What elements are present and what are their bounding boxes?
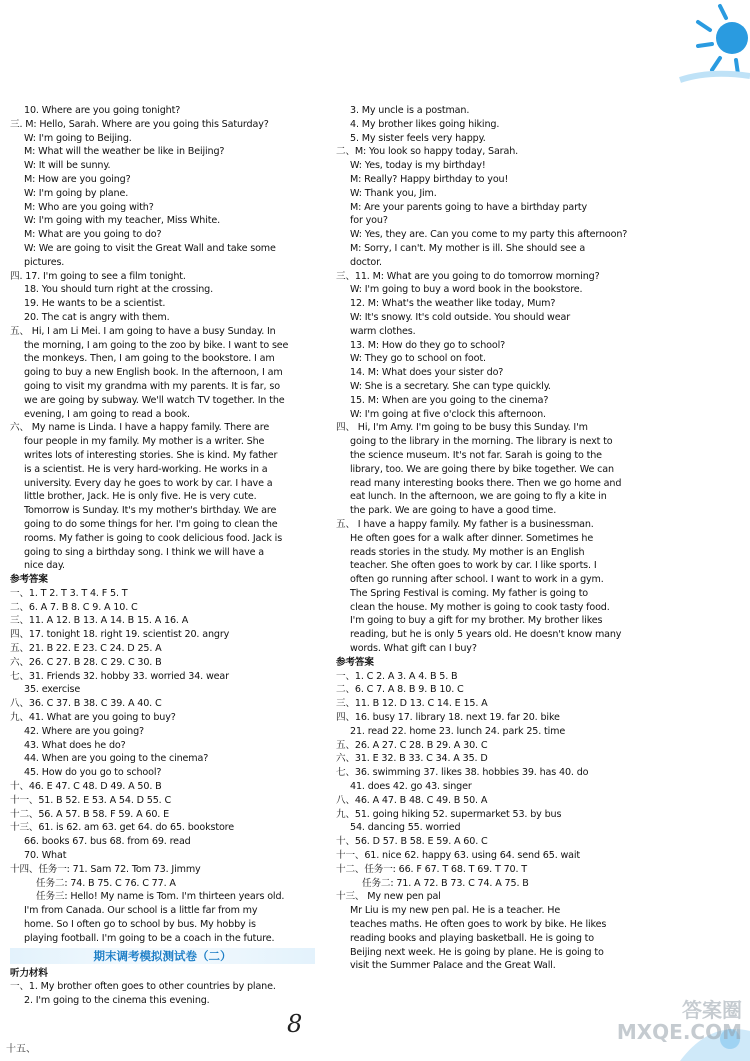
text-line: 五、26. A 27. C 28. B 29. A 30. C (336, 739, 488, 751)
text-line: the park. We are going to have a good time. (350, 505, 557, 517)
text-line: 66. books 67. bus 68. from 69. read (24, 836, 191, 848)
text-line: writes lots of interesting stories. She is kind. My father (24, 449, 278, 461)
text-line: 十三、 My new pen pal (336, 891, 441, 903)
text-line: W: They go to school on foot. (350, 353, 486, 365)
section-marker: 十五、 (6, 1044, 36, 1055)
text-line: the monkeys. Then, I am going to the bookstore. I am (24, 353, 275, 365)
text-line: eat lunch. In the afternoon, we are going to fly a kite in (350, 491, 607, 503)
text-line: 二、M: You look so happy today, Sarah. (336, 146, 519, 158)
text-line: the morning, I am going to the zoo by bike. I want to see (24, 339, 289, 351)
text-line: 21. read 22. home 23. lunch 24. park 25. time (350, 725, 566, 737)
text-line: 四. 17. I'm going to see a film tonight. (10, 270, 186, 282)
text-line: 二、6. C 7. A 8. B 9. B 10. C (336, 684, 464, 696)
text-line: W: It will be sunny. (24, 160, 111, 172)
text-line: 5. My sister feels very happy. (350, 132, 486, 144)
text-line: 听力材料 (10, 967, 48, 979)
text-line: teacher. She often goes to work by car. I like sports. I (350, 560, 597, 572)
text-line: 18. You should turn right at the crossing. (24, 284, 214, 296)
text-line: 三、11. B 12. D 13. C 14. E 15. A (336, 698, 488, 710)
text-line: M: Who are you going with? (24, 201, 154, 213)
text-line: 十二、任务一: 66. F 67. T 68. T 69. T 70. T (336, 863, 527, 875)
text-line: 参考答案 (336, 656, 374, 668)
text-line: Tomorrow is Sunday. It's my mother's birthday. We are (24, 505, 277, 517)
text-line: reading, but he is only 5 years old. He doesn't know many (350, 629, 622, 641)
text-line: 12. M: What's the weather like today, Mum? (350, 298, 556, 310)
text-line: nice day. (24, 560, 65, 572)
text-line: four people in my family. My mother is a writer. She (24, 436, 265, 448)
text-line: 43. What does he do? (24, 739, 126, 751)
text-line: M: How are you going? (24, 173, 131, 185)
text-line: 六、31. E 32. B 33. C 34. A 35. D (336, 753, 488, 765)
text-line: 14. M: What does your sister do? (350, 367, 504, 379)
text-line: 10. Where are you going tonight? (24, 105, 181, 116)
text-line: M: Are your parents going to have a birthday party (350, 201, 588, 213)
text-line: teaches maths. He often goes to work by bike. He likes (350, 919, 607, 931)
text-line: M: Sorry, I can't. My mother is ill. She should see a (350, 242, 586, 254)
text-line: W: It's snowy. It's cold outside. You should wear (350, 311, 571, 323)
text-line: 42. Where are you going? (24, 725, 144, 737)
text-line: Beijing next week. He is going by plane. He is going to (350, 946, 604, 958)
text-line: 任务三: Hello! My name is Tom. I'm thirteen years old. (36, 891, 285, 903)
text-line: 十、56. D 57. B 58. E 59. A 60. C (336, 836, 488, 848)
text-line: home. So I often go to school by bus. My hobby is (24, 919, 256, 931)
text-line: 四、16. busy 17. library 18. next 19. far 20. bike (336, 712, 560, 724)
text-line: W: I'm going to Beijing. (24, 132, 132, 144)
text-line: 六、26. C 27. B 28. C 29. C 30. B (10, 656, 162, 668)
text-line: 35. exercise (24, 684, 81, 696)
text-line: 任务二: 71. A 72. B 73. C 74. A 75. B (362, 877, 529, 889)
text-line: 13. M: How do they go to school? (350, 339, 506, 351)
text-line: 十一、61. nice 62. happy 63. using 64. send 65. wait (336, 850, 581, 862)
text-line: W: I'm going with my teacher, Miss White. (24, 215, 221, 227)
text-line: reading books and playing basketball. He is going to (350, 932, 595, 944)
text-line: 五、 I have a happy family. My father is a businessman. (336, 518, 594, 530)
text-line: 三. M: Hello, Sarah. Where are you going this Saturday? (10, 118, 269, 130)
text-line: library, too. We are going there by bike together. We can (350, 463, 614, 475)
text-line: I'm from Canada. Our school is a little far from my (24, 905, 258, 917)
text-line: 六、 My name is Linda. I have a happy family. There are (10, 422, 270, 434)
text-line: read many interesting books there. Then we go home and (350, 477, 622, 489)
text-line: I'm going to buy a gift for my brother. My brother likes (350, 615, 603, 627)
text-line: M: Really? Happy birthday to you! (350, 173, 509, 185)
text-line: M: What are you going to do? (24, 229, 162, 241)
left-column (10, 104, 315, 1008)
text-line: Mr Liu is my new pen pal. He is a teacher. He (350, 905, 561, 917)
text-line: He often goes for a walk after dinner. Sometimes he (350, 532, 594, 544)
text-line: rooms. My father is going to cook delicious food. Jack is (24, 532, 283, 544)
text-line: W: We are going to visit the Great Wall and take some (24, 242, 276, 254)
text-line: clean the house. My mother is going to cook tasty food. (350, 601, 610, 613)
text-line: W: I'm going by plane. (24, 187, 129, 199)
text-line: W: I'm going at five o'clock this afternoon. (350, 408, 546, 420)
text-line: university. Every day he goes to work by car. I have a (24, 477, 273, 489)
watermark: 答案圈 MXQE.COM (616, 998, 742, 1044)
text-line: going to do some things for her. I'm going to clean the (24, 518, 278, 530)
text-line: 三、11. M: What are you going to do tomorrow morning? (336, 270, 600, 282)
text-line: 十二、56. A 57. B 58. F 59. A 60. E (10, 808, 170, 820)
text-line: W: Yes, today is my birthday! (350, 160, 486, 172)
text-line: 五、21. B 22. E 23. C 24. D 25. A (10, 643, 162, 655)
text-line: 三、11. A 12. B 13. A 14. B 15. A 16. A (10, 615, 189, 627)
text-line: 任务二: 74. B 75. C 76. C 77. A (36, 877, 176, 889)
text-line: we are going by subway. We'll watch TV together. In the (24, 394, 285, 406)
text-line: 20. The cat is angry with them. (24, 311, 170, 323)
text-line: W: Yes, they are. Can you come to my party this afternoon? (350, 229, 628, 241)
text-line: 十三、61. is 62. am 63. get 64. do 65. bookstore (10, 822, 235, 834)
text-line: evening, I am going to read a book. (24, 408, 190, 420)
text-line: 七、36. swimming 37. likes 38. hobbies 39. has 40. do (336, 767, 589, 779)
text-line: going to visit my grandma with my parents. It is far, so (24, 380, 280, 392)
text-line: going to the library in the morning. The library is next to (350, 436, 613, 448)
text-line: warm clothes. (350, 325, 416, 337)
text-line: 八、46. A 47. B 48. C 49. B 50. A (336, 794, 488, 806)
exam-title: 期末调考模拟测试卷（二） (10, 948, 315, 964)
right-column (336, 104, 640, 973)
text-line: 一、1. T 2. T 3. T 4. F 5. T (10, 587, 128, 599)
text-line: 一、1. My brother often goes to other countries by plane. (10, 981, 276, 993)
text-line: 五、 Hi, I am Li Mei. I am going to have a busy Sunday. In (10, 325, 276, 337)
text-line: W: I'm going to buy a word book in the bookstore. (350, 284, 583, 296)
text-line: 十一、51. B 52. E 53. A 54. D 55. C (10, 794, 172, 806)
text-line: 七、31. Friends 32. hobby 33. worried 34. wear (10, 670, 229, 682)
text-line: 44. When are you going to the cinema? (24, 753, 209, 765)
text-line: W: Thank you, Jim. (350, 187, 437, 199)
text-line: The Spring Festival is coming. My father is going to (350, 587, 589, 599)
text-line: playing football. I'm going to be a coach in the future. (24, 932, 275, 944)
text-line: little brother, Jack. He is only five. He is very cute. (24, 491, 257, 503)
text-line: 54. dancing 55. worried (350, 822, 461, 834)
text-line: 一、1. C 2. A 3. A 4. B 5. B (336, 670, 458, 682)
text-line: visit the Summer Palace and the Great Wall. (350, 960, 556, 972)
text-line: 四、 Hi, I'm Amy. I'm going to be busy this Sunday. I'm (336, 422, 588, 434)
text-line: 45. How do you go to school? (24, 767, 162, 779)
text-line: M: What will the weather be like in Beijing? (24, 146, 225, 158)
text-line: for you? (350, 215, 388, 227)
text-line: going to buy a new English book. In the afternoon, I am (24, 367, 283, 379)
text-line: reads stories in the study. My mother is an English (350, 546, 585, 558)
text-line: 19. He wants to be a scientist. (24, 298, 166, 310)
text-line: words. What gift can I buy? (350, 643, 477, 655)
text-line: often go running after school. I want to work in a gym. (350, 574, 604, 586)
text-line: 九、51. going hiking 52. supermarket 53. by bus (336, 808, 562, 820)
decorative-sun-icon (640, 0, 750, 90)
text-line: the science museum. It's not far. Sarah is going to the (350, 449, 602, 461)
text-line: 八、36. C 37. B 38. C 39. A 40. C (10, 698, 162, 710)
text-line: 二、6. A 7. B 8. C 9. A 10. C (10, 601, 138, 613)
text-line: 41. does 42. go 43. singer (350, 781, 472, 793)
text-line: doctor. (350, 256, 382, 268)
text-line: 70. What (24, 850, 67, 862)
text-line: 4. My brother likes going hiking. (350, 118, 500, 130)
text-line: is a scientist. He is very hard-working. He works in a (24, 463, 268, 475)
text-line: 十、46. E 47. C 48. D 49. A 50. B (10, 781, 162, 793)
text-line: 3. My uncle is a postman. (350, 105, 470, 116)
page-number: 8 (287, 1010, 303, 1038)
text-line: 九、41. What are you going to buy? (10, 712, 176, 724)
text-line: 2. I'm going to the cinema this evening. (24, 995, 210, 1007)
text-line: 参考答案 (10, 574, 48, 586)
text-line: 十四、任务一: 71. Sam 72. Tom 73. Jimmy (10, 863, 201, 875)
text-line: W: She is a secretary. She can type quickly. (350, 380, 551, 392)
text-line: going to sing a birthday song. I think we will have a (24, 546, 264, 558)
text-line: pictures. (24, 256, 65, 268)
text-line: 15. M: When are you going to the cinema? (350, 394, 549, 406)
text-line: 四、17. tonight 18. right 19. scientist 20. angry (10, 629, 230, 641)
